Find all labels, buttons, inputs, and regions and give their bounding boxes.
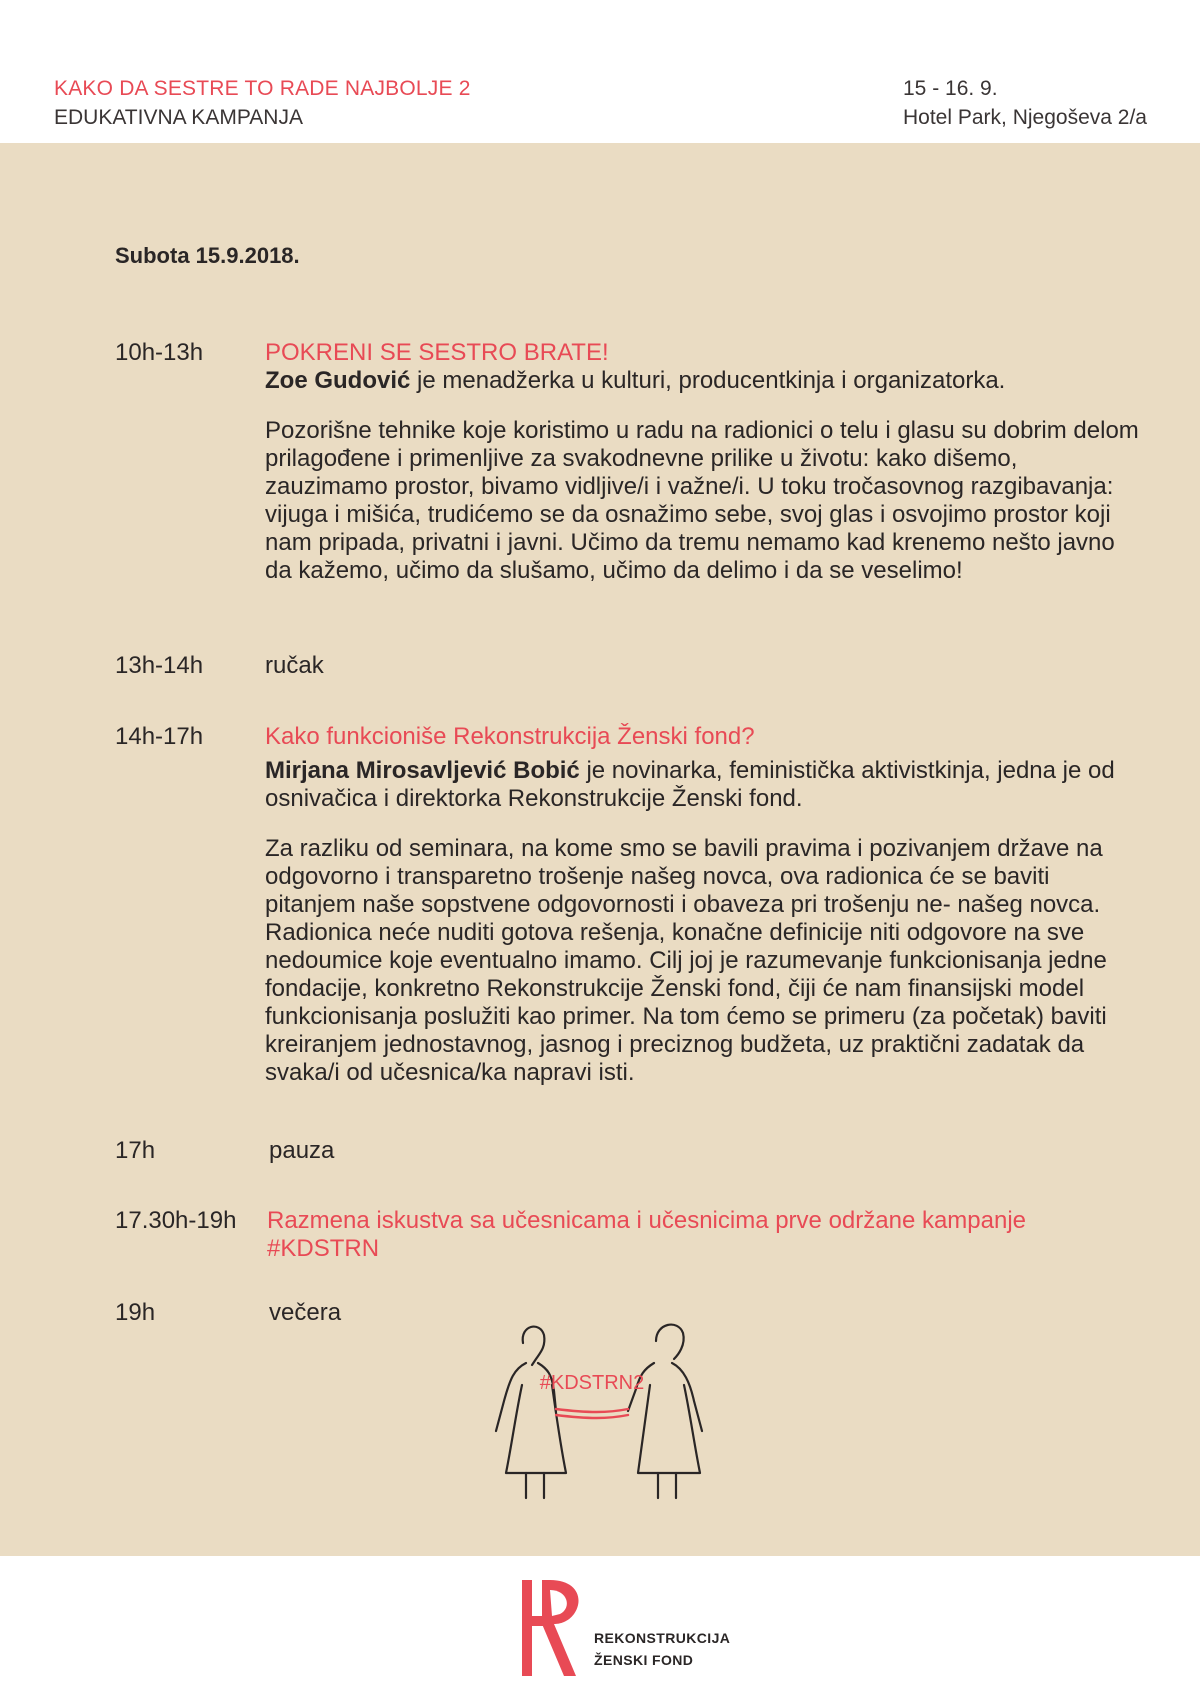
session-block	[265, 723, 1145, 1087]
speaker-description: je novinarka, feministička aktivistkinja, jedna je od osnivačica i direktorka Rekonstrukcije Ženski fond.	[265, 757, 1115, 812]
break-label: večera	[269, 1299, 342, 1326]
time-slot: 14h-17h	[115, 723, 204, 750]
day-heading: Subota 15.9.2018.	[115, 243, 300, 268]
session-block	[265, 339, 1145, 585]
session-title: Razmena iskustva sa učesnicama i učesnicima prve održane kampanje	[267, 1207, 1027, 1234]
campaign-subtitle: EDUKATIVNA KAMPANJA	[54, 106, 303, 129]
speaker-bio	[265, 367, 1145, 395]
speaker-name: Mirjana Mirosavljević Bobić	[265, 757, 580, 784]
time-slot: 10h-13h	[115, 339, 204, 366]
session-title: POKRENI SE SESTRO BRATE!	[265, 339, 609, 366]
speaker-description: je menadžerka u kulturi, producentkinja i organizatorka.	[410, 367, 1006, 394]
event-dates: 15 - 16. 9.	[903, 77, 998, 100]
logo-text-line1: REKONSTRUKCIJA	[594, 1630, 731, 1646]
illustration-hashtag: #KDSTRN2	[539, 1372, 645, 1394]
session-description: Za razliku od seminara, na kome smo se bavili pravima i pozivanjem države na odgovorno i transparetno trošenje našeg novca, ova radionica će se baviti pitanjem naše sopstvene odgovornosti i obaveza pri trošenju ne- našeg novca. Radionica neće nuditi gotova rešenja, konačne definicije niti odgovore na sve nedoumice koje eventualno imamo. Cilj joj je razumevanje funkcionisanja jedne fondacije, konkretno Rekonstrukcije Ženski fond, čiji će nam finansijski model funkcionisanja poslužiti kao primer. Na tom ćemo se primeru (za početak) baviti kreiranjem jednostavnog, jasnog i preciznog budžeta, uz praktični zadatak da svaka/i od učesnica/ka napravi isti.	[265, 835, 1107, 1086]
session-title: Kako funkcioniše Rekonstrukcija Ženski fond?	[265, 723, 755, 750]
right-figure-head	[656, 1325, 684, 1359]
program-body	[0, 143, 1200, 1556]
two-figures-illustration	[478, 1313, 728, 1503]
left-figure-head	[523, 1327, 545, 1365]
break-label: pauza	[269, 1137, 335, 1164]
time-slot: 19h	[115, 1299, 156, 1326]
page-header	[0, 0, 1200, 143]
event-venue: Hotel Park, Njegoševa 2/a	[903, 106, 1147, 129]
logo-text-line2: ŽENSKI FOND	[594, 1652, 694, 1668]
campaign-title: KAKO DA SESTRE TO RADE NAJBOLJE 2	[54, 77, 471, 100]
session-hashtag: #KDSTRN	[267, 1235, 380, 1262]
session-block	[267, 1207, 1147, 1263]
time-slot: 17h	[115, 1137, 156, 1164]
page-footer	[0, 1556, 1200, 1697]
speaker-name: Zoe Gudović	[265, 367, 411, 394]
session-description: Pozorišne tehnike koje koristimo u radu na radionici o telu i glasu su dobrim delom prilagođene i primenljive za svakodnevne prilike u životu: kako dišemo, zauzimamo prostor, bivamo vidljive/i i važne/i. U toku tročasovnog razgibavanja: vijuga i mišića, trudićemo se da osnažimo sebe, svoj glas i osvojimo prostor koji nam pripada, privatni i javni. Učimo da tremu nemamo kad krenemo nešto javno da kažemo, učimo da slušamo, učimo da delimo i da se veselimo!	[265, 417, 1139, 584]
time-slot: 13h-14h	[115, 652, 204, 679]
speaker-bio	[265, 757, 1145, 813]
time-slot: 17.30h-19h	[115, 1207, 237, 1234]
rekonstrukcija-logo-icon	[520, 1578, 590, 1678]
break-label: ručak	[265, 652, 324, 679]
